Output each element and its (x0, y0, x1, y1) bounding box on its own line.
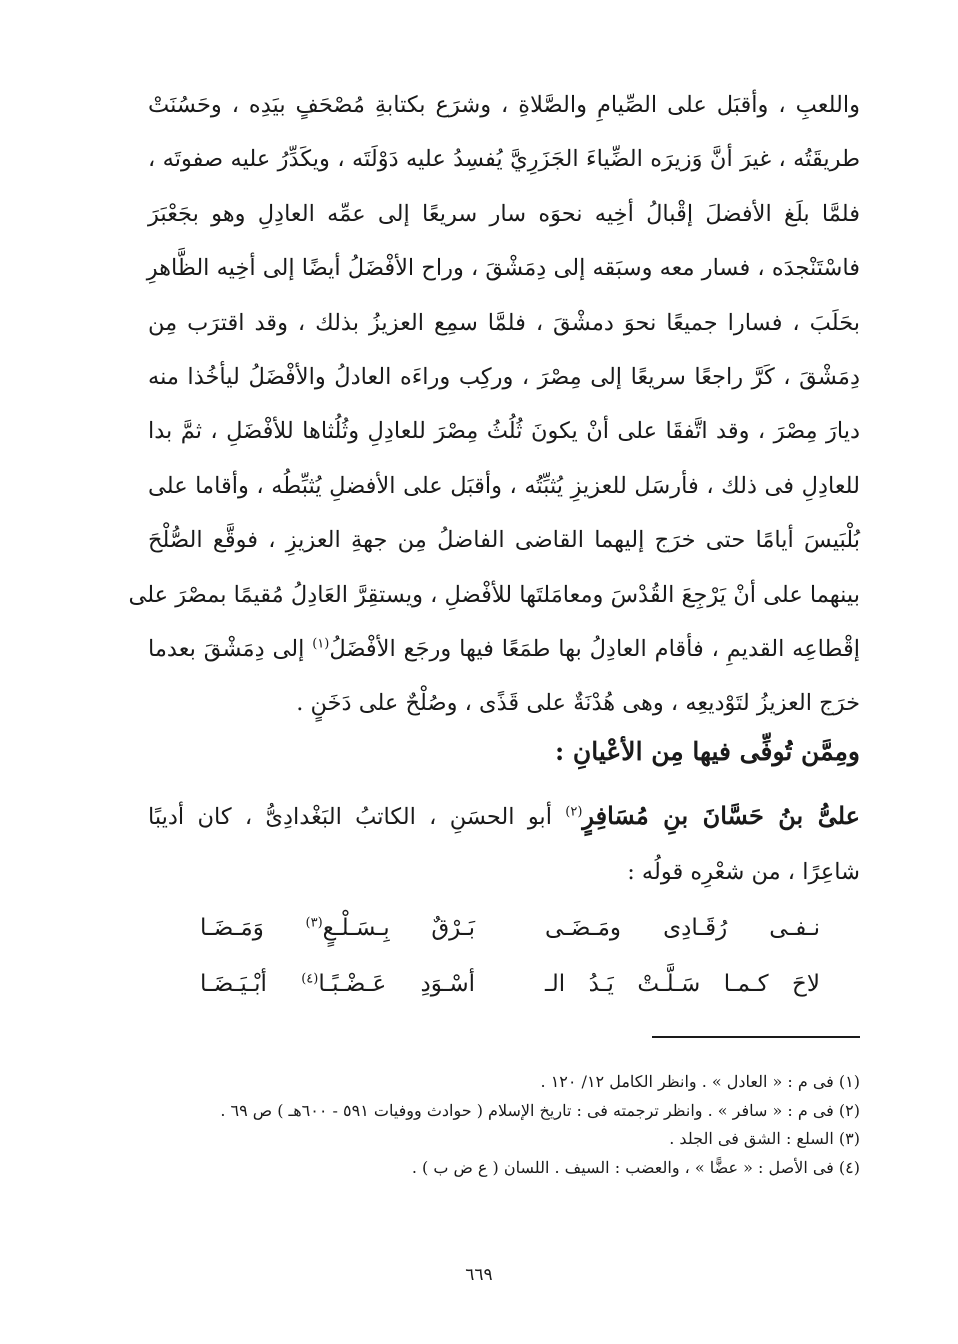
text-line: ديارَ مِصْرَ ، وقد اتَّفقَا على أنْ يكونَ ثُلُثُ مِصْرَ للعادِلِ وثُلُثاها للأفْضَلِ ، ثمَّ بدا (148, 418, 860, 445)
text-line: خرَج العزيزُ لتَوْديعِه ، وهى هُدْنَةٌ على قَذًى ، وصُلْحٌ على دَخَنٍ . (296, 690, 860, 717)
footnote: (٤) فى الأصل : « عضًّا » ، والعضب : السيف . اللسان ( ع ض ب ) . (411, 1157, 860, 1177)
entry-first-line (148, 788, 860, 844)
verse-first-hemistich: نـفـى رُقَـادِى ومَـضَـى (545, 915, 820, 941)
text-line: دِمَشْقَ ، كَرَّ راجعًا سريعًا إلى مِصْرَ ، وركِب وراءَه العادلُ والأفْضَلُ ليأخُذا منه (148, 363, 860, 390)
text-line: واللعبِ ، وأقبَل على الصِّيامِ والصَّلاةِ ، وشرَع بكتابةِ مُصْحَفٍ بيَدِه ، وحَسُنَتْ (148, 92, 860, 118)
footnote: (٣) السلع : الشق فى الجلد . (669, 1129, 860, 1148)
footnote-marker: (٣) (305, 915, 323, 931)
hemistich-text: وَمَـضَـا (200, 915, 264, 941)
hemistich-text: أسْـوَدِ عَـضْـبًـا (318, 971, 475, 997)
footnotes (148, 1068, 860, 1182)
entry-second-line: شاعِرًا ، من شعْرِه قولُه : (627, 859, 860, 885)
text-line: بينهما على أنْ يَرْجِعَ القُدْسَ ومعامَلتَها للأفْضلِ ، ويستقِرَّ العَادِلُ مُقيمًا بمصْرَ على (128, 581, 860, 608)
text-line: طريقَتُه ، غيرَ أنَّ وَزيرَه الضِّياءَ الجَزَرِيَّ يُفسِدُ عليه دَوْلَتَه ، ويكَدِّرُ عليه صفوتَه ، (148, 146, 860, 173)
footnote: (٢) فى م : « سافر » . وانظر ترجمته فى : تاريخ الإسلام ( حوادث ووفيات ٥٩١ - ٦٠٠هـ ) ص ٦٩ . (220, 1100, 860, 1120)
text-line: بُلْبَيسَ أيامًا حتى خرَج إليهما القاضى الفاضلُ مِن جهةِ العزيزِ ، فوقَّع الصُّلْحَ (148, 527, 860, 554)
poem-verse (200, 900, 820, 956)
verse-second-hemistich (200, 900, 475, 956)
hemistich-text: أبْـيَـضَـا (200, 971, 267, 997)
hemistich-text: بَـرْقٌ بِـسَـلْـعٍ (322, 915, 475, 941)
entry-text: أبو الحسَنِ ، الكاتبُ البَغْدادِىُّ ، كان أديبًا (148, 804, 552, 830)
page-number: ٦٦٩ (465, 1265, 493, 1285)
footnote-marker: (٢) (565, 804, 583, 820)
text-line: للعادِلِ فى ذلك ، فأرسَل للعزيزِ يُثبِّتُه ، وأقبَل على الأفضلِ يُثبِّطُه ، وأقاما على (148, 472, 860, 499)
text-segment: إلى دِمَشْقَ بعدما (148, 635, 305, 662)
footnote-separator (652, 1036, 860, 1038)
text-line: فاسْتَنْجدَه ، فسار معه وسبَقه إلى دِمَشْقَ ، وراح الأفْضَلُ أيضًا إلى أخِيه الظَّاهرِ (146, 255, 860, 282)
footnote: (١) فى م : « العادل » . وانظر الكامل ١٢/ ١٢٠ . (540, 1072, 860, 1091)
biography-entry (148, 788, 860, 900)
verse-second-hemistich (200, 956, 475, 1012)
section-heading: ومِمَّن تُوفِّى فيها مِن الأعْيانِ : (554, 737, 860, 766)
verse-first-hemistich: لاحَ كـمـا سَـلَّـتْ يَـدُ الـ (545, 971, 820, 997)
text-segment: إقْطاعِه القديمِ ، فأقام العادِلُ بها طمَعًا فيها ورجَع الأفْضَلُ (329, 635, 860, 662)
main-paragraph (128, 78, 860, 731)
poem-verse (200, 956, 820, 1012)
text-line-with-note (148, 622, 860, 676)
footnote-marker: (٤) (301, 971, 319, 987)
text-line: بحَلَبَ ، فسارا جميعًا نحوَ دمشْقَ ، فلمَّا سمِع العزيزُ بذلك ، وقد اقترَب مِن (148, 309, 860, 336)
person-name: علىُّ بنُ حَسَّانَ بنِ مُسَافِرٍ (582, 801, 860, 830)
footnote-marker: (١) (312, 636, 330, 652)
text-line: فلمَّا بلَغ الأفضلَ إقْبالُ أخِيه نحوَه سار سريعًا إلى عمِّه العادِلِ وهو بجَعْبَرَ (148, 200, 860, 227)
